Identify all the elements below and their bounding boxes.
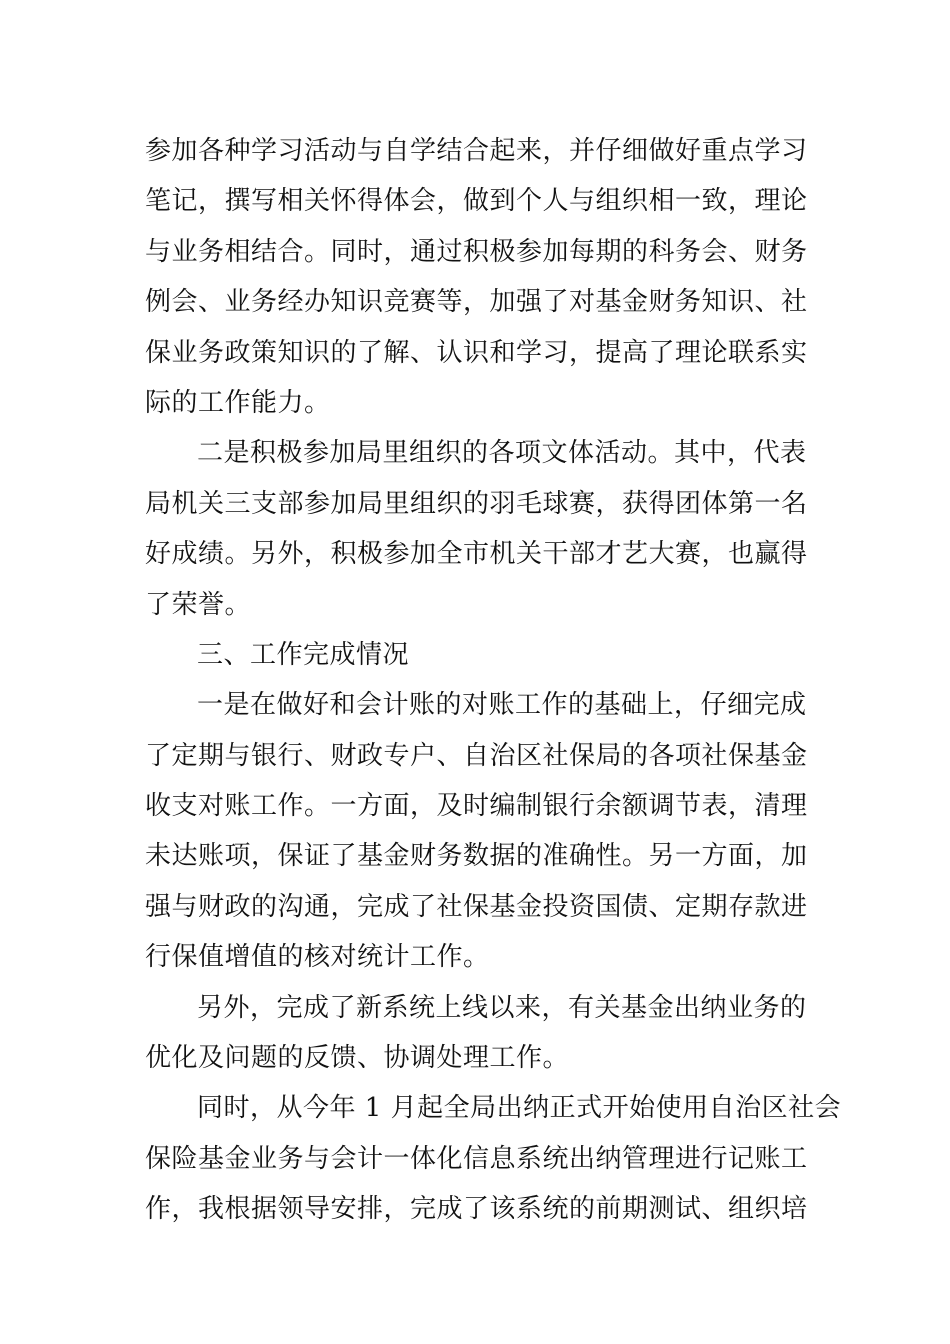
text-line: 了定期与银行、财政专户、自治区社保局的各项社保基金: [145, 740, 808, 771]
text-line: 保险基金业务与会计一体化信息系统出纳管理进行记账工: [145, 1143, 808, 1174]
text-line: 未达账项，保证了基金财务数据的准确性。另一方面，加: [145, 841, 808, 872]
text-line: 同时，从今年 1 月起全局出纳正式开始使用自治区社会: [197, 1093, 842, 1124]
text-line: 好成绩。另外，积极参加全市机关干部才艺大赛，也赢得: [145, 539, 808, 570]
text-line: 保业务政策知识的了解、认识和学习，提高了理论联系实: [145, 337, 808, 368]
text-line: 与业务相结合。同时，通过积极参加每期的科务会、财务: [145, 236, 808, 267]
text-line: 收支对账工作。一方面，及时编制银行余额调节表，清理: [145, 791, 808, 822]
text-line: 二是积极参加局里组织的各项文体活动。其中，代表: [197, 438, 807, 469]
text-line: 一是在做好和会计账的对账工作的基础上，仔细完成: [197, 690, 807, 721]
text-line: 际的工作能力。: [145, 387, 331, 418]
text-line: 行保值增值的核对统计工作。: [145, 942, 490, 973]
section-heading: 三、工作完成情况: [197, 639, 410, 670]
text-line: 例会、业务经办知识竞赛等，加强了对基金财务知识、社: [145, 287, 808, 318]
text-line: 笔记，撰写相关怀得体会，做到个人与组织相一致，理论: [145, 186, 808, 217]
text-line: 局机关三支部参加局里组织的羽毛球赛，获得团体第一名: [145, 488, 808, 519]
text-line: 作，我根据领导安排，完成了该系统的前期测试、组织培: [145, 1194, 808, 1225]
document-body: [145, 126, 842, 1235]
text-line: 了荣誉。: [145, 589, 252, 620]
text-line: 优化及问题的反馈、协调处理工作。: [145, 1043, 570, 1074]
text-line: 另外，完成了新系统上线以来，有关基金出纳业务的: [197, 992, 807, 1023]
text-line: 强与财政的沟通，完成了社保基金投资国债、定期存款进: [145, 891, 808, 922]
text-line: 参加各种学习活动与自学结合起来，并仔细做好重点学习: [145, 136, 808, 166]
